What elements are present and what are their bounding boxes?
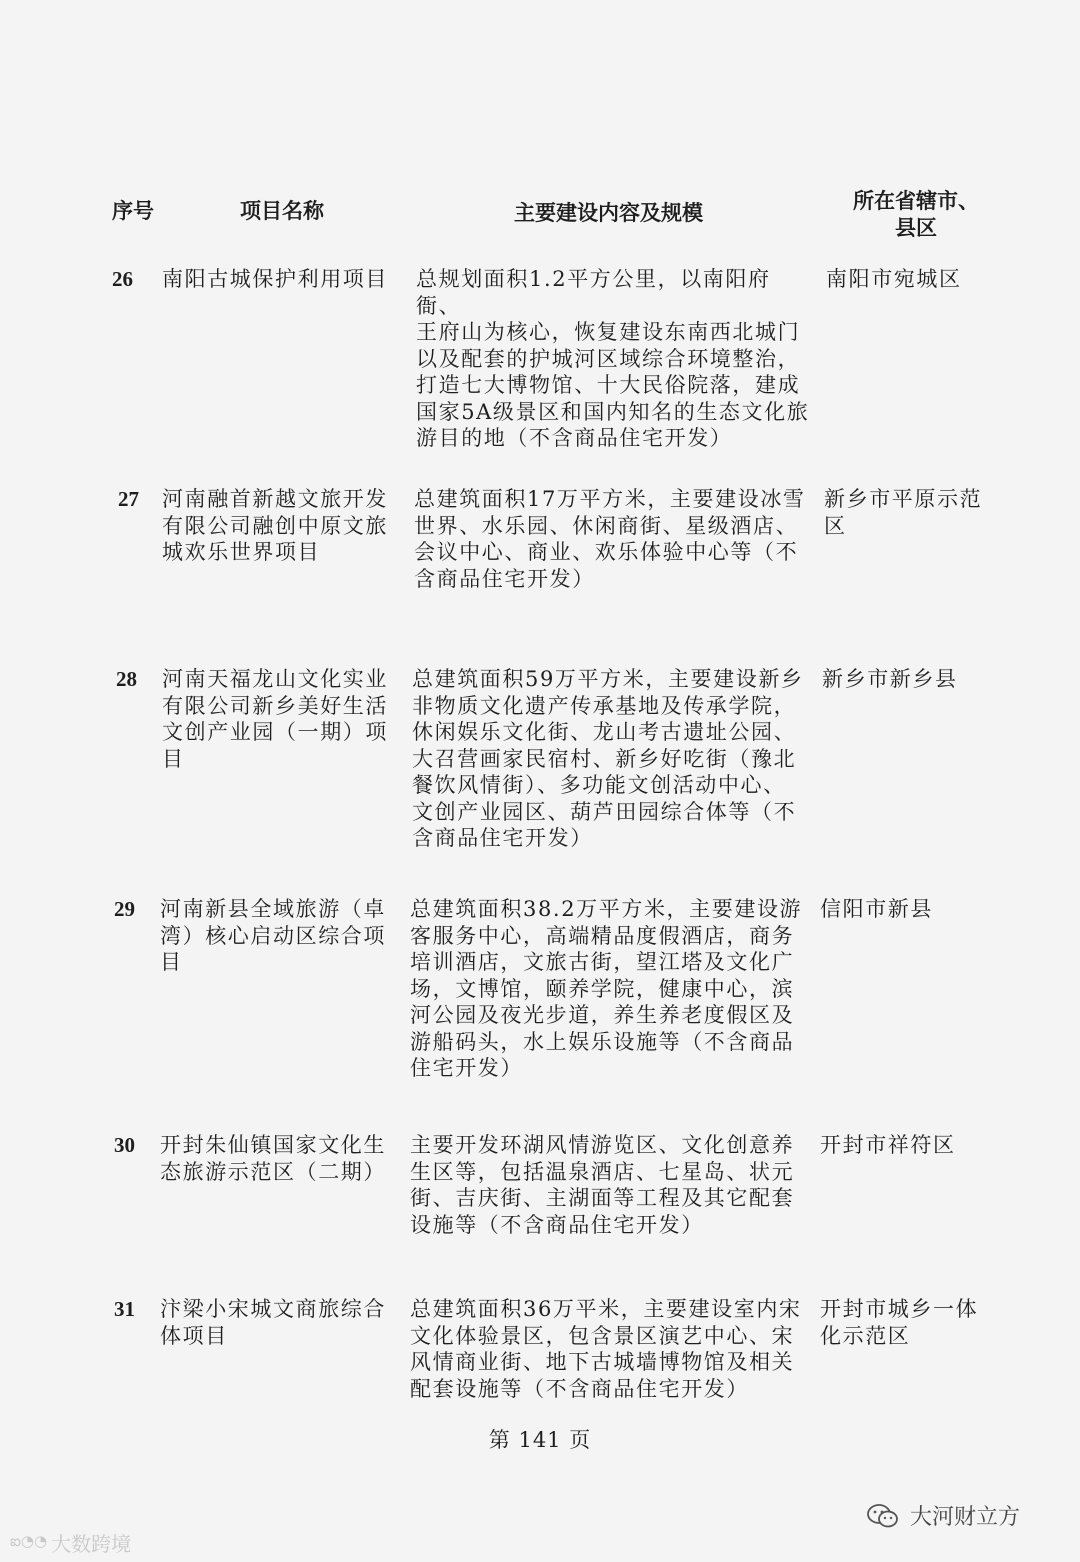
wechat-icon xyxy=(866,1503,900,1529)
row-seq: 27 xyxy=(118,487,139,511)
row-content: 总建筑面积59万平方米，主要建设新乡 非物质文化遗产传承基地及传承学院， 休闲娱乐文化街、龙山考古遗址公园、 大召营画家民宿村、新乡好吃街（豫北 餐饮风情街）、多功能文创活动中心、 文创产业园区、葫芦田园综合体等（不 含商品住宅开发） xyxy=(412,667,804,850)
row-location: 开封市城乡一体 化示范区 xyxy=(820,1297,979,1348)
header-location xyxy=(846,188,986,242)
row-seq: 31 xyxy=(114,1297,135,1321)
row-project-name: 河南融首新越文旅开发 有限公司融创中原文旅 城欢乐世界项目 xyxy=(162,487,388,564)
row-location: 开封市祥符区 xyxy=(820,1133,956,1157)
row-project-name: 汴梁小宋城文商旅综合 体项目 xyxy=(160,1297,386,1348)
header-seq: 序号 xyxy=(112,199,154,223)
row-content: 总建筑面积17万平方米，主要建设冰雪 世界、水乐园、休闲商街、星级酒店、 会议中心、商业、欢乐体验中心等（不 含商品住宅开发） xyxy=(414,487,806,591)
row-seq: 28 xyxy=(116,667,137,691)
row-project-name: 开封朱仙镇国家文化生 态旅游示范区（二期） xyxy=(160,1133,386,1184)
header-content: 主要建设内容及规模 xyxy=(514,201,703,225)
row-content: 主要开发环湖风情游览区、文化创意养 生区等，包括温泉酒店、七星岛、状元 街、吉庆街、主湖面等工程及其它配套 设施等（不含商品住宅开发） xyxy=(410,1133,795,1237)
watermark-logo-icon: ఐ◔◔ xyxy=(10,1531,48,1550)
row-content: 总规划面积1.2平方公里，以南阳府衙、 王府山为核心，恢复建设东南西北城门 以及配套的护城河区域综合环境整治， 打造七大博物馆、十大民俗院落，建成 国家5A级景区和国内知名的生态文化旅 游目的地（不含商品住宅开发） xyxy=(416,267,810,450)
row-seq: 30 xyxy=(114,1133,135,1157)
watermark-left-text: 大数跨境 xyxy=(51,1532,132,1556)
header-location-line1: 所在省辖市、 xyxy=(853,189,979,213)
watermark-right xyxy=(866,1500,1020,1531)
row-project-name: 南阳古城保护利用项目 xyxy=(162,267,388,291)
row-location: 信阳市新县 xyxy=(820,897,933,921)
row-location: 新乡市平原示范 区 xyxy=(824,487,983,538)
row-project-name: 河南新县全域旅游（卓 湾）核心启动区综合项 目 xyxy=(160,897,386,974)
header-name: 项目名称 xyxy=(240,199,324,223)
row-location: 新乡市新乡县 xyxy=(822,667,958,691)
page-number: 第 141 页 xyxy=(488,1428,592,1452)
watermark-right-text: 大河财立方 xyxy=(910,1505,1021,1530)
row-content: 总建筑面积36万平米，主要建设室内宋 文化体验景区，包含景区演艺中心、宋 风情商业街、地下古城墙博物馆及相关 配套设施等（不含商品住宅开发） xyxy=(410,1297,802,1401)
header-location-line2: 县区 xyxy=(895,216,937,240)
row-content: 总建筑面积38.2万平方米，主要建设游 客服务中心，高端精品度假酒店，商务 培训酒店，文旅古街，望江塔及文化广 场，文博馆，颐养学院，健康中心，滨 河公园及夜光步道，养生养老度假区及 游船码头，水上娱乐设施等（不含商品 住宅开发） xyxy=(410,897,803,1080)
row-project-name: 河南天福龙山文化实业 有限公司新乡美好生活 文创产业园（一期）项 目 xyxy=(162,667,388,771)
row-location: 南阳市宛城区 xyxy=(826,267,962,291)
row-seq: 26 xyxy=(112,267,133,291)
watermark-left xyxy=(10,1528,131,1557)
row-seq: 29 xyxy=(114,897,135,921)
